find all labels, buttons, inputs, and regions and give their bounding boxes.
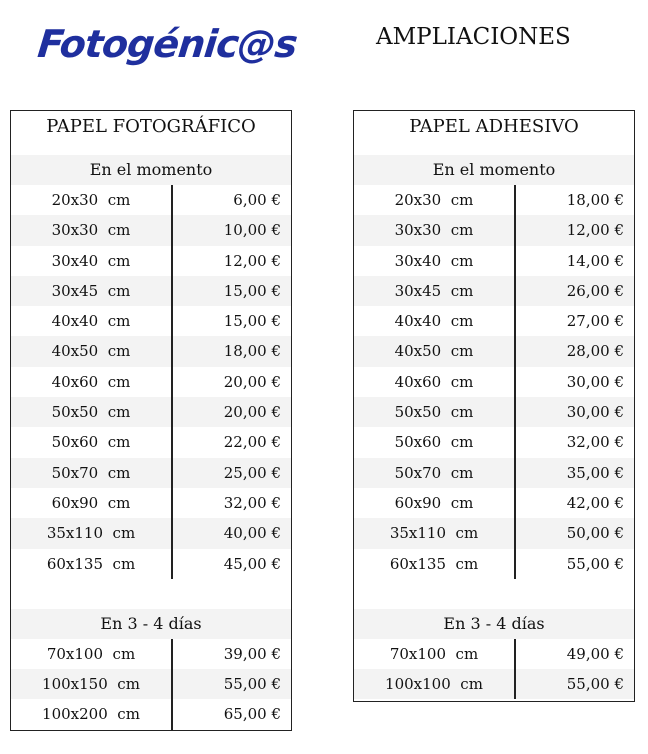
table-row [11, 427, 291, 457]
size-cell: 40x40 cm [51, 312, 131, 331]
size-cell: 20x30 cm [394, 191, 474, 209]
price-cell: 15,00 € [223, 281, 281, 300]
price-cell: 27,00 € [566, 312, 624, 331]
price-cell: 39,00 € [223, 644, 281, 663]
section-title: En 3 - 4 días [11, 609, 291, 639]
table-row [354, 427, 634, 457]
section-title: En el momento [11, 155, 291, 185]
size-cell: 20x30 cm [51, 191, 131, 209]
column-divider [171, 185, 173, 579]
price-cell: 12,00 € [566, 221, 624, 240]
price-cell: 12,00 € [223, 251, 281, 270]
table-row [11, 306, 291, 336]
column-divider [514, 185, 516, 579]
price-cell: 55,00 € [566, 675, 624, 694]
page-title: AMPLIACIONES [376, 24, 571, 50]
table-row [354, 246, 634, 276]
size-cell: 30x30 cm [51, 221, 131, 240]
table-row [354, 639, 634, 669]
table-row [11, 367, 291, 397]
size-cell: 35x110 cm [389, 524, 479, 543]
price-cell: 14,00 € [566, 251, 624, 270]
size-cell: 40x60 cm [51, 372, 131, 391]
size-cell: 30x45 cm [51, 281, 131, 300]
size-cell: 50x50 cm [51, 403, 131, 422]
table-row [11, 276, 291, 306]
price-cell: 55,00 € [566, 554, 624, 573]
table-row [11, 488, 291, 518]
price-cell: 49,00 € [566, 644, 624, 663]
table-row [354, 518, 634, 548]
panel-papel-adhesivo [353, 110, 635, 702]
column-divider [514, 639, 516, 700]
table-row [354, 488, 634, 518]
panel-papel-fotografico [10, 110, 292, 731]
size-cell: 50x70 cm [51, 463, 131, 482]
size-cell: 60x135 cm [389, 554, 479, 573]
size-cell: 70x100 cm [46, 644, 136, 663]
price-cell: 32,00 € [223, 493, 281, 512]
price-cell: 40,00 € [223, 524, 281, 543]
size-cell: 30x40 cm [394, 251, 474, 270]
size-cell: 100x200 cm [42, 705, 140, 724]
price-list [11, 639, 291, 730]
price-cell: 20,00 € [223, 403, 281, 422]
price-cell: 18,00 € [223, 342, 281, 361]
section-spacer [354, 579, 634, 609]
price-cell: 26,00 € [566, 281, 624, 300]
table-row [11, 336, 291, 366]
section-title: En el momento [354, 155, 634, 185]
table-row [11, 397, 291, 427]
price-list [11, 185, 291, 579]
table-row [11, 639, 291, 669]
size-cell: 40x40 cm [394, 312, 474, 331]
price-cell: 28,00 € [566, 342, 624, 361]
table-row [11, 246, 291, 276]
size-cell: 50x70 cm [394, 463, 474, 482]
table-row [354, 276, 634, 306]
price-list [354, 185, 634, 579]
size-cell: 35x110 cm [46, 524, 136, 543]
size-cell: 60x90 cm [51, 493, 131, 512]
table-row [11, 699, 291, 729]
panel-title: PAPEL ADHESIVO [409, 116, 579, 137]
price-cell: 65,00 € [223, 705, 281, 724]
size-cell: 50x60 cm [394, 433, 474, 452]
table-row [11, 185, 291, 215]
price-cell: 18,00 € [566, 191, 624, 209]
size-cell: 30x30 cm [394, 221, 474, 240]
price-list [354, 639, 634, 700]
table-row [354, 549, 634, 579]
price-cell: 20,00 € [223, 372, 281, 391]
price-cell: 10,00 € [223, 221, 281, 240]
size-cell: 50x60 cm [51, 433, 131, 452]
table-row [354, 458, 634, 488]
size-cell: 40x50 cm [394, 342, 474, 361]
section-spacer [11, 579, 291, 609]
size-cell: 100x100 cm [385, 675, 483, 694]
size-cell: 40x60 cm [394, 372, 474, 391]
size-cell: 70x100 cm [389, 644, 479, 663]
column-divider [171, 639, 173, 730]
price-cell: 6,00 € [233, 191, 281, 209]
logo: Fotogénic@s [35, 22, 299, 66]
table-row [354, 185, 634, 215]
price-cell: 22,00 € [223, 433, 281, 452]
table-row [354, 397, 634, 427]
panel-title: PAPEL FOTOGRÁFICO [46, 116, 256, 137]
price-cell: 45,00 € [223, 554, 281, 573]
price-cell: 15,00 € [223, 312, 281, 331]
table-row [354, 306, 634, 336]
price-cell: 25,00 € [223, 463, 281, 482]
price-cell: 42,00 € [566, 493, 624, 512]
size-cell: 30x45 cm [394, 281, 474, 300]
size-cell: 60x90 cm [394, 493, 474, 512]
table-row [11, 549, 291, 579]
size-cell: 40x50 cm [51, 342, 131, 361]
table-row [11, 518, 291, 548]
price-cell: 30,00 € [566, 372, 624, 391]
table-row [354, 367, 634, 397]
price-cell: 35,00 € [566, 463, 624, 482]
table-row [354, 669, 634, 699]
price-cell: 30,00 € [566, 403, 624, 422]
size-cell: 30x40 cm [51, 251, 131, 270]
table-row [11, 215, 291, 245]
price-cell: 32,00 € [566, 433, 624, 452]
size-cell: 50x50 cm [394, 403, 474, 422]
table-row [11, 669, 291, 699]
table-row [11, 458, 291, 488]
section-title: En 3 - 4 días [354, 609, 634, 639]
size-cell: 100x150 cm [42, 675, 140, 694]
size-cell: 60x135 cm [46, 554, 136, 573]
price-cell: 50,00 € [566, 524, 624, 543]
price-cell: 55,00 € [223, 675, 281, 694]
table-row [354, 215, 634, 245]
table-row [354, 336, 634, 366]
